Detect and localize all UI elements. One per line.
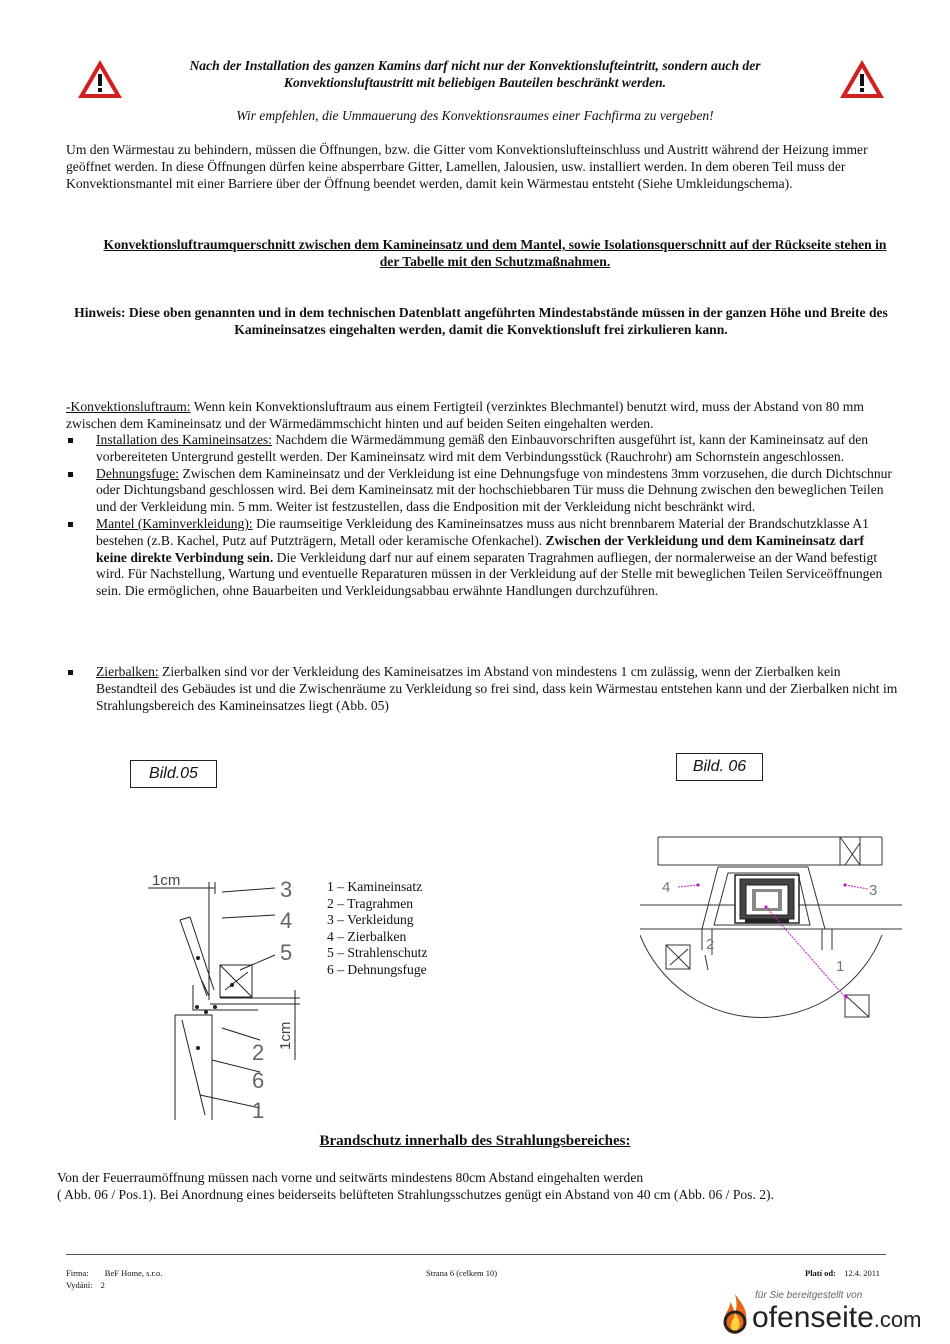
callout-2: 2 <box>252 1040 265 1065</box>
list-item <box>66 466 898 516</box>
footer-page: Strana 6 (celkem 10) <box>426 1268 498 1278</box>
recommendation-text: Wir empfehlen, die Ummauerung des Konvektionsraumes einer Fachfirma zu vergeben! <box>236 108 714 123</box>
warning-triangle-icon-left <box>76 58 124 100</box>
list-item <box>66 664 898 714</box>
bullet-label: Installation des Kamineinsatzes: <box>96 432 272 447</box>
footer-firma <box>66 1268 162 1279</box>
legend-item: 3 – Verkleidung <box>327 912 414 927</box>
bullet-text: Zwischen dem Kamineinsatz und der Verkleidung ist eine Dehnungsfuge von mindestens 3mm vorzusehen, die durch Dichtschnur oder Dichtungsband geschlossen wird. Bei dem Kamineinsatz mit der hochschiebbaren Tür muss die Dehnung zwischen den beweglichen Teilen und der Verkleidung min. 5 mm. Weiter ist festzustellen, dass die Endposition mit der Verkleidung nicht beschränkt wird. <box>96 465 892 515</box>
bullet-square-icon <box>68 670 73 675</box>
warning-heading: Nach der Installation des ganzen Kamins darf nicht nur der Konvektionslufteintritt, sondern auch der Konvektionsluftaustritt mit beliebigen Bauteilen beschränkt werden. <box>189 58 761 90</box>
brandschutz-text <box>57 1170 907 1204</box>
paragraph-hinweis: Hinweis: Diese oben genannten und in dem technischen Datenblatt angeführten Mindestabstände müssen in der ganzen Höhe und Breite des Kamineinsatzes eingehalten werden, damit die Konvektionsluft frei zirkulieren kann. <box>74 305 888 337</box>
watermark-brand <box>752 1300 921 1338</box>
bullet-label: Mantel (Kaminverkleidung): <box>96 515 253 531</box>
bild06-diagram <box>640 825 910 1020</box>
paragraph-querschnitt: Konvektionsluftraumquerschnitt zwischen dem Kamineinsatz und dem Mantel, sowie Isolationsquerschnitt auf der Rückseite stehen in der Tabelle mit den Schutzmaßnahmen. <box>103 237 887 269</box>
footer-rule <box>66 1254 886 1255</box>
callout-6: 6 <box>252 1068 265 1093</box>
bullet-label: Dehnungsfuge: <box>96 465 180 481</box>
paragraph-konvektionsluftraum <box>66 399 896 433</box>
bullet-square-icon <box>68 438 73 443</box>
bullet-text: Nachdem die Wärmedämmung gemäß den Einbauvorschriften ausgeführt ist, kann der Kamineinsatz auf den vorbereiteten Untergrund gestellt werden. Der Kamineinsatz wird mit dem Verbindungsstück (Rauchrohr) am Schornstein angeschlossen. <box>96 432 869 464</box>
bullet-bold-text: Zwischen der Verkleidung und dem Kamineinsatz darf keine direkte Verbindung sein. <box>96 532 865 565</box>
callout-06-4: 4 <box>662 879 671 896</box>
bild06-label: Bild. 06 <box>676 753 763 781</box>
konvektion-label: -Konvektionsluftraum: <box>66 399 191 414</box>
dim-1cm-side: 1cm <box>277 1021 294 1050</box>
brand-name: ofenseite <box>752 1301 874 1334</box>
callout-4: 4 <box>280 908 293 933</box>
vydani-label: Vydání: <box>66 1280 93 1290</box>
brandschutz-line-1: Von der Feuerraumöffnung müssen nach vorne und seitwärts mindestens 80cm Abstand eingehalten werden <box>57 1170 644 1185</box>
firma-value: BeF Home, s.r.o. <box>104 1268 163 1278</box>
legend-item: 6 – Dehnungsfuge <box>327 961 427 977</box>
bullet-text: Die raumseitige Verkleidung des Kamineinsatzes muss aus nicht brennbarem Material der Brandschutzklasse A1 bestehen (z.B. Kachel, Putz auf Putzträgern, Metall oder keramische Ofenkachel). <box>96 515 869 548</box>
flame-logo-icon <box>718 1292 752 1336</box>
callout-5: 5 <box>280 940 293 965</box>
bullet-text: Die Verkleidung darf nur auf einem separaten Tragrahmen aufliegen, der normalerweise an der Wand befestigt wird. Für Nachstellung, Wartung und eventuelle Reparaturen müssen in der Verkleidung auf der Stelle mit beweglichen Teilen Serviceöffnungen sein. Die ermöglichen, ohne Bauarbeiten und Verkleidungsabbau erwähnte Handlungen durchzuführen. <box>96 549 883 599</box>
bullet-square-icon <box>68 522 73 527</box>
bullet-list-top <box>66 432 898 600</box>
brand-tld: .com <box>873 1307 922 1332</box>
bild05-diagram <box>140 860 320 1125</box>
brandschutz-line-2: ( Abb. 06 / Pos.1). Bei Anordnung eines beiderseits belüfteten Strahlungsschutzes genügt ein Abstand von 40 cm (Abb. 06 / Pos. 2). <box>57 1186 774 1202</box>
footer-plati <box>805 1268 880 1279</box>
plati-value: 12.4. 2011 <box>844 1268 880 1278</box>
legend-item: 5 – Strahlenschutz <box>327 945 428 960</box>
vydani-value: 2 <box>100 1280 105 1290</box>
firma-label: Firma: <box>66 1268 89 1278</box>
bullet-list-zierbalken <box>66 664 898 714</box>
plati-label: Platí od: <box>805 1268 836 1278</box>
konvektion-text: Wenn kein Konvektionsluftraum aus einem Fertigteil (verzinktes Blechmantel) benutzt wird, muss der Abstand von 80 mm zwischen dem Kamineinsatz und der Wärmedämmschicht hinten und auf beiden Seiten eingehalten werden. <box>66 399 864 431</box>
list-item <box>66 432 898 466</box>
watermark-tagline: für Sie bereitgestellt von <box>755 1290 863 1301</box>
callout-06-1: 1 <box>836 958 845 975</box>
figure-legend <box>327 879 427 978</box>
bullet-square-icon <box>68 472 73 477</box>
bullet-label: Zierbalken: <box>96 664 159 679</box>
bild05-label: Bild.05 <box>130 760 217 788</box>
callout-3: 3 <box>280 877 293 902</box>
legend-item: 1 – Kamineinsatz <box>327 879 423 894</box>
bullet-text: Zierbalken sind vor der Verkleidung des Kamineisatzes im Abstand von mindestens 1 cm zulässig, wenn der Zierbalken kein Bestandteil des Gebäudes ist und die Zwischenräume zu Verkleidung so frei sind, dass kein Wärmestau entstehen kann und der Zierbalken nicht im Strahlungsbereich des Kamineinsatzes liegt (Abb. 05) <box>96 664 898 713</box>
legend-item: 4 – Zierbalken <box>327 928 407 944</box>
callout-06-2: 2 <box>706 936 715 953</box>
warning-triangle-icon-right <box>838 58 886 100</box>
footer-vydani <box>66 1280 105 1291</box>
legend-item: 2 – Tragrahmen <box>327 895 414 911</box>
list-item <box>66 516 898 600</box>
brandschutz-title: Brandschutz innerhalb des Strahlungsbereiches: <box>319 1133 631 1149</box>
callout-06-3: 3 <box>869 882 878 899</box>
dim-1cm-top: 1cm <box>152 872 181 889</box>
paragraph-waermestau: Um den Wärmestau zu behindern, müssen die Öffnungen, bzw. die Gitter vom Konvektionslufteinschluss und Austritt während der Heizung immer geöffnet werden. In diese Öffnungen dürfen keine absperrbare Gitter, Lamellen, Jalousien, usw. installiert werden. In dem oberen Teil muss der Konvektionsmantel mit einer Barriere über der Öffnung beendet werden, damit kein Wärmestau entsteht (Siehe Umkleidungschema). <box>66 142 868 191</box>
callout-1: 1 <box>252 1098 265 1123</box>
